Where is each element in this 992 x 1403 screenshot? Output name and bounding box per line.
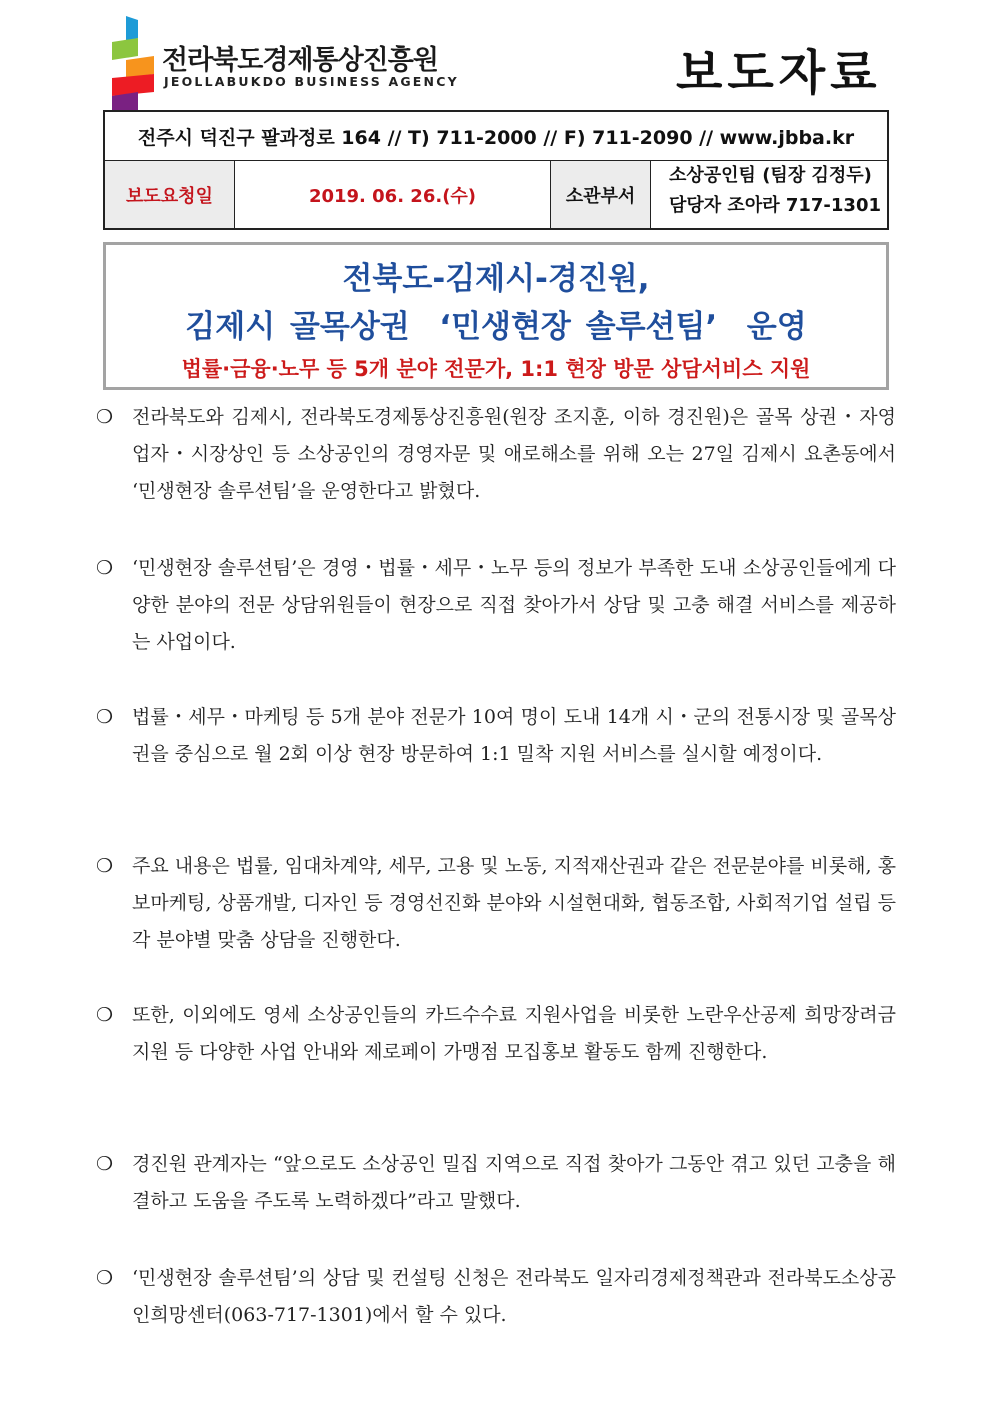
paragraph-text: 주요 내용은 법률, 임대차계약, 세무, 고용 및 노동, 지적재산권과 같은 전문분야를 비롯해, 홍보마케팅, 상품개발, 디자인 등 경영선진화 분야와 시설현대화, 협동조합, 사회적기업 설립 등 각 분야별 맞춤 상담을 진행한다.	[132, 855, 896, 951]
bullet-circle-icon: ❍	[96, 706, 114, 728]
bullet-circle-icon: ❍	[96, 855, 114, 877]
body-paragraph	[96, 848, 896, 959]
paragraph-text: 전라북도와 김제시, 전라북도경제통상진흥원(원장 조지훈, 이하 경진원)은 골목 상권・자영업자・시장상인 등 소상공인의 경영자문 및 애로해소를 위해 오는 27일 김제시 요촌동에서 ‘민생현장 솔루션팀’을 운영한다고 밝혔다.	[132, 406, 896, 502]
release-date-value: 2019. 06. 26.(수)	[235, 161, 551, 228]
headline-subline: 법률·금융·노무 등 5개 분야 전문가, 1:1 현장 방문 상담서비스 지원	[181, 357, 811, 381]
body-paragraph	[96, 399, 896, 510]
paragraph-text: ‘민생현장 솔루션팀’은 경영・법률・세무・노무 등의 정보가 부족한 도내 소상공인들에게 다양한 분야의 전문 상담위원들이 현장으로 직접 찾아가서 상담 및 고충 해결 서비스를 제공하는 사업이다.	[132, 557, 896, 653]
org-name: 전라북도경제통상진흥원	[162, 45, 438, 76]
contact-line: 전주시 덕진구 팔과정로 164 // T) 711-2000 // F) 711-2090 // www.jbba.kr	[105, 112, 887, 161]
department-info	[651, 161, 887, 228]
org-name-english: JEOLLABUKDO BUSINESS AGENCY	[164, 74, 459, 89]
release-date-label: 보도요청일	[105, 161, 235, 228]
body-paragraph	[96, 997, 896, 1071]
department-label: 소관부서	[551, 161, 651, 228]
body-paragraph	[96, 1260, 896, 1334]
body-paragraph	[96, 550, 896, 661]
bullet-circle-icon: ❍	[96, 1153, 114, 1175]
body-paragraph	[96, 699, 896, 773]
paragraph-text: 경진원 관계자는 “앞으로도 소상공인 밀집 지역으로 직접 찾아가 그동안 겪고 있던 고충을 해결하고 도움을 주도록 노력하겠다”라고 말했다.	[132, 1153, 896, 1212]
bullet-circle-icon: ❍	[96, 1004, 114, 1026]
paragraph-text: 법률・세무・마케팅 등 5개 분야 전문가 10여 명이 도내 14개 시・군의 전통시장 및 골목상권을 중심으로 월 2회 이상 현장 방문하여 1:1 밀착 지원 서비스를 실시할 예정이다.	[132, 706, 896, 765]
bullet-circle-icon: ❍	[96, 557, 114, 579]
press-info-table	[103, 110, 889, 230]
paragraph-text: 또한, 이외에도 영세 소상공인들의 카드수수료 지원사업을 비롯한 노란우산공제 희망장려금 지원 등 다양한 사업 안내와 제로페이 가맹점 모집홍보 활동도 함께 진행한다.	[132, 1004, 896, 1063]
headline-box	[103, 242, 889, 390]
body-paragraph	[96, 1146, 896, 1220]
department-contact: 담당자 조아라 717-1301	[669, 195, 882, 216]
paragraph-text: ‘민생현장 솔루션팀’의 상담 및 컨설팅 신청은 전라북도 일자리경제정책관과 전라북도소상공인희망센터(063-717-1301)에서 할 수 있다.	[132, 1267, 896, 1326]
headline-line-1: 전북도-김제시-경진원,	[342, 261, 650, 297]
department-team: 소상공인팀 (팀장 김정두)	[669, 165, 872, 186]
document-type-title: 보도자료	[676, 45, 882, 101]
agency-logo	[108, 16, 459, 111]
headline-line-2: 김제시 골목상권 ‘민생현장 솔루션팀’ 운영	[185, 309, 807, 345]
bullet-circle-icon: ❍	[96, 1267, 114, 1289]
bullet-circle-icon: ❍	[96, 406, 114, 428]
agency-logo-mark-icon	[108, 16, 160, 111]
